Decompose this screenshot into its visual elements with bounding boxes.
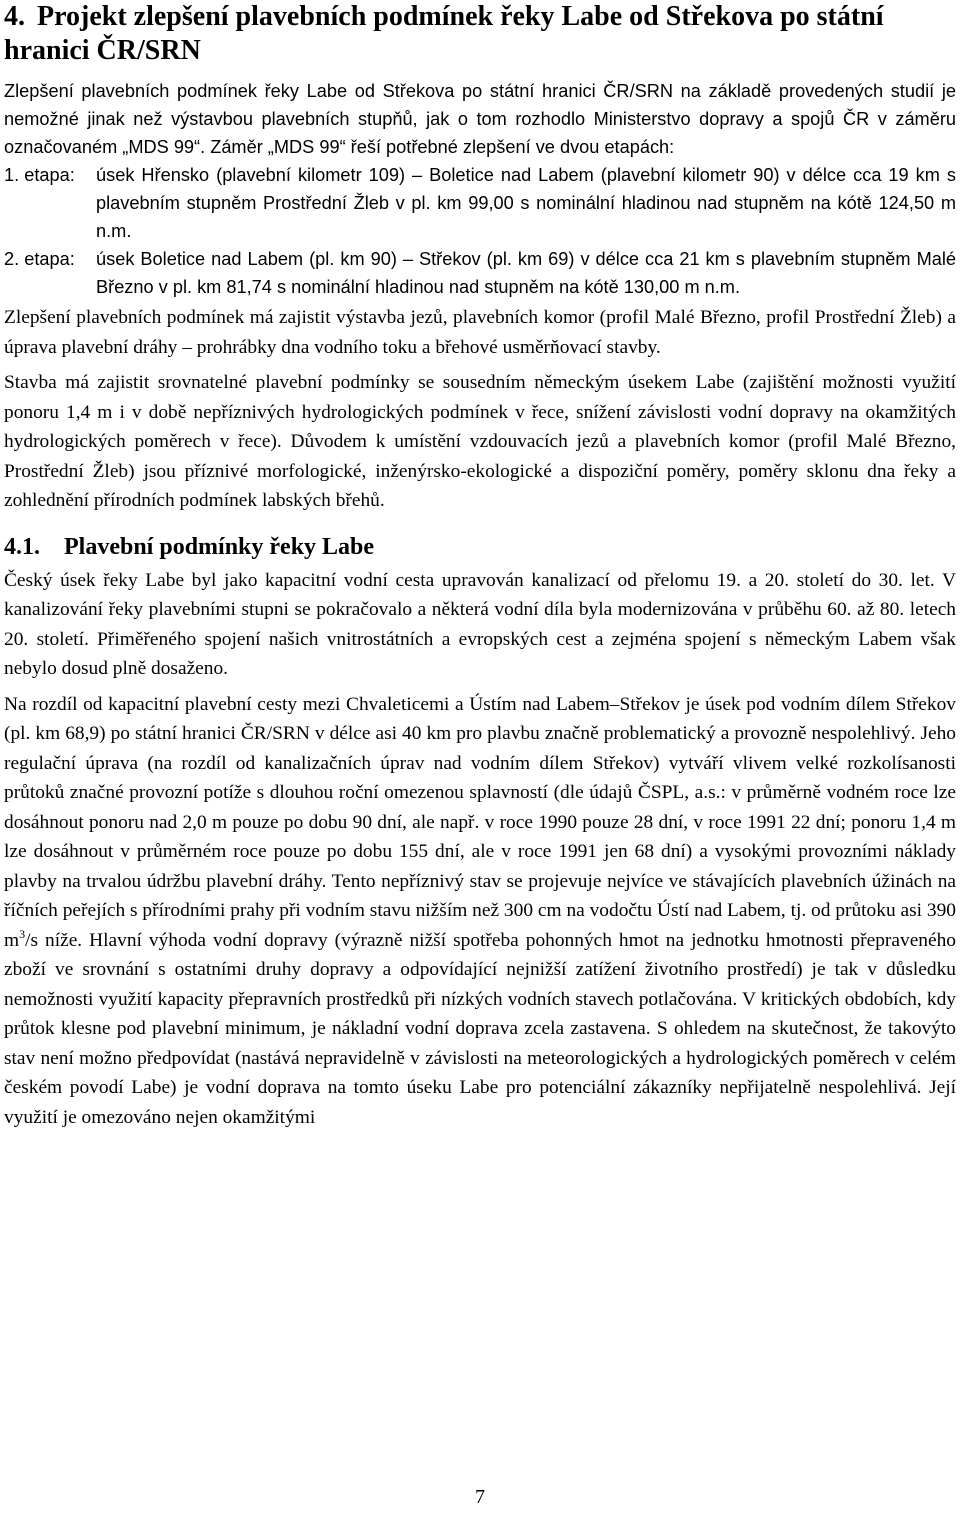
stage-1-text: úsek Hřensko (plavební kilometr 109) – Boletice nad Labem (plavební kilometr 90) v délce cca 19 km s plavebním stupněm Prostřední Žleb v pl. km 99,00 s nominální hladinou nad stupněm na kótě 124,50 m n.m. <box>96 165 956 241</box>
paragraph-construction: Stavba má zajistit srovnatelné plavební podmínky se sousedním německým úsekem Labe (zajištění možnosti využití ponoru 1,4 m i v době nepříznivých hydrologických podmínek v řece, snížení závislosti vodní dopravy na okamžitých hydrologických poměrech v řece). Důvodem k umístění vzdouvacích jezů a plavebních komor (profil Malé Březno, Prostřední Žleb) jsou příznivé morfologické, inženýrsko-ekologické a dispoziční poměry, poměry sklonu dna řeky a zohlednění přírodních podmínek labských břehů. <box>4 372 956 511</box>
section-body <box>4 566 956 1133</box>
paragraph-part-1: Na rozdíl od kapacitní plavební cesty mezi Chvaleticemi a Ústím nad Labem–Střekov je úsek pod vodním dílem Střekov (pl. km 68,9) po státní hranici ČR/SRN v délce asi 40 km pro plavbu značně problematický a provozně nespolehlivý. Jeho regulační úprava (na rozdíl od kanalizačních úprav nad vodním dílem Střekov) vytváří vlivem velké rozkolísanosti průtoků značné provozní potíže s dlouhou roční omezenou splavností (dle údajů ČSPL, a.s.: v průměrně vodném roce lze dosáhnout ponoru nad 2,0 m pouze po dobu 90 dní, ale např. v roce 1990 pouze 28 dní, v roce 1991 22 dní; ponoru 1,4 m lze dosáhnout v průměrném roce pouze po dobu 155 dní, ale v roce 1991 jen 68 dní) a vysokými provozními náklady plavby na trvalou údržbu plavební dráhy. Tento nepříznivý stav se projevuje nejvíce ve stávajících plavebních úžinách na říčních peřejích s přírodními prahy při vodním stavu nižším než 300 cm na vodočtu Ústí nad Labem, tj. od průtoku asi 390 m <box>4 693 956 951</box>
superscript: 3 <box>19 926 26 941</box>
stage-1 <box>4 161 956 245</box>
paragraph-improvement: Zlepšení plavebních podmínek má zajistit výstavba jezů, plavebních komor (profil Malé Březno, profil Prostřední Žleb) a úprava plavební dráhy – prohrábky dna vodního toku a břehové usměrňovací stavby. <box>4 307 956 358</box>
paragraph-navigation-conditions <box>4 690 956 1133</box>
paragraph-history: Český úsek řeky Labe byl jako kapacitní vodní cesta upravován kanalizací od přelomu 19. a 20. století do 30. let. V kanalizování řeky plavebními stupni se pokračovalo a některá vodní díla byla modernizována v průběhu 60. až 80. letech 20. století. Přiměřeného spojení našich vnitrostátních a evropských cest a zejména spojení s německým Labem však nebylo dosud plně dosaženo. <box>4 569 956 679</box>
body-text <box>4 303 956 516</box>
page-number: 7 <box>475 1486 485 1508</box>
stage-2 <box>4 245 956 301</box>
chapter-number: 4. <box>4 1 25 32</box>
intro-paragraph: Zlepšení plavebních podmínek řeky Labe od Střekova po státní hranici ČR/SRN na základě provedených studií je nemožné jinak než výstavbou plavebních stupňů, jak o tom rozhodlo Ministerstvo dopravy a spojů ČR v záměru označovaném „MDS 99“. Záměr „MDS 99“ řeší potřebné zlepšení ve dvou etapách: <box>4 81 956 157</box>
section-number: 4.1. <box>4 533 40 560</box>
section-heading <box>4 530 956 564</box>
intro-block <box>4 77 956 301</box>
stage-1-label: 1. etapa: <box>4 165 75 185</box>
document-page <box>4 0 956 1132</box>
chapter-title: Projekt zlepšení plavebních podmínek řeky Labe od Střekova po státní hranici ČR/SRN <box>4 1 884 66</box>
stage-2-text: úsek Boletice nad Labem (pl. km 90) – Střekov (pl. km 69) v délce cca 21 km s plavebním stupněm Malé Březno v pl. km 81,74 s nominální hladinou nad stupněm na kótě 130,00 m n.m. <box>96 249 956 297</box>
paragraph-part-2: /s níže. Hlavní výhoda vodní dopravy (výrazně nižší spotřeba pohonných hmot na jednotku hmotnosti přepraveného zboží ve srovnání s ostatními druhy dopravy a odpovídající nejnižší zatížení životního prostředí) je tak v důsledku nemožnosti využití kapacity přepravních prostředků při nízkých vodních stavech potlačována. V kritických obdobích, kdy průtok klesne pod plavební minimum, je nákladní vodní doprava zcela zastavena. S ohledem na skutečnost, že takovýto stav není možno předpovídat (nastává nepravidelně v závislosti na meteorologických a hydrologických poměrech v celém českém povodí Labe) je vodní doprava na tomto úseku Labe pro potenciální zákazníky nepřijatelně nespolehlivá. Její využití je omezováno nejen okamžitými <box>4 929 956 1128</box>
stage-2-label: 2. etapa: <box>4 249 75 269</box>
chapter-heading <box>4 0 956 68</box>
section-title: Plavební podmínky řeky Labe <box>64 533 375 560</box>
